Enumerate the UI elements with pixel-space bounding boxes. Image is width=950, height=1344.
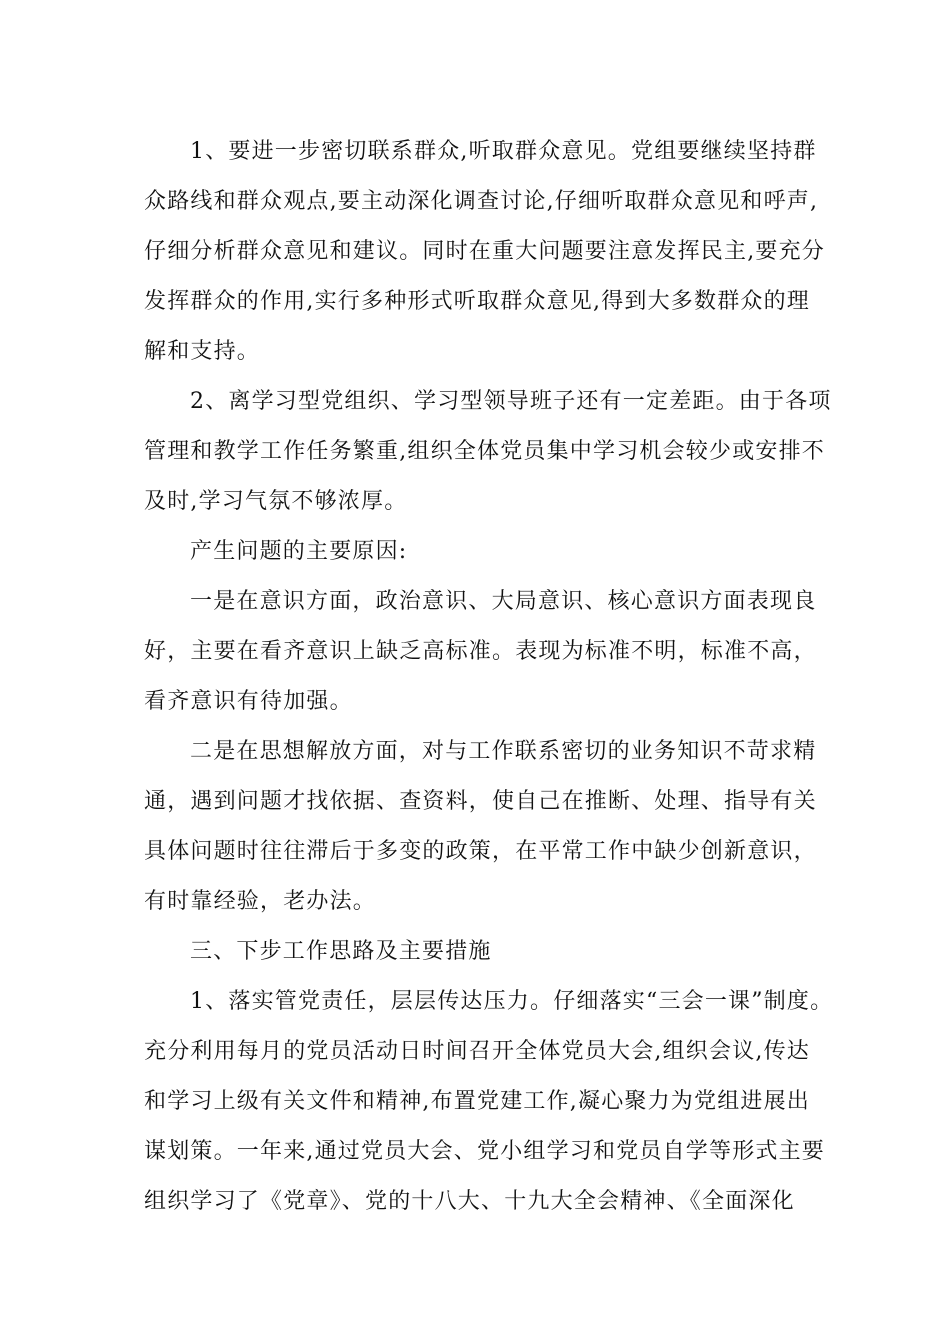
section-heading: 三、下步工作思路及主要措施	[190, 939, 492, 964]
text-line: 充分利用每月的党员活动日时间召开全体党员大会,组织会议,传达	[144, 1039, 810, 1064]
text-line: 仔细分析群众意见和建议。同时在重大问题要注意发挥民主,要充分	[144, 239, 825, 264]
text-line: 及时,学习气氛不够浓厚。	[144, 489, 408, 514]
text-line: 二是在思想解放方面，对与工作联系密切的业务知识不苛求精	[190, 739, 817, 764]
text-line: 和学习上级有关文件和精神,布置党建工作,凝心聚力为党组进展出	[144, 1089, 810, 1114]
text-line: 通，遇到问题才找依据、查资料，使自己在推断、处理、指导有关	[144, 789, 817, 814]
text-line: 众路线和群众观点,要主动深化调查讨论,仔细听取群众意见和呼声,	[144, 189, 819, 214]
text-line: 组织学习了《党章》、党的十八大、十九大全会精神、《全面深化	[144, 1189, 795, 1214]
text-line: 谋划策。一年来,通过党员大会、党小组学习和党员自学等形式主要	[144, 1139, 825, 1164]
text-line: 1、要进一步密切联系群众,听取群众意见。党组要继续坚持群	[190, 139, 817, 164]
text-line: 具体问题时往往滞后于多变的政策，在平常工作中缺少创新意识，	[144, 839, 817, 864]
text-line: 一是在意识方面，政治意识、大局意识、核心意识方面表现良	[190, 589, 817, 614]
text-line: 解和支持。	[144, 339, 261, 364]
text-line: 1、落实管党责任，层层传达压力。仔细落实“三会一课”制度。	[190, 989, 834, 1014]
text-line: 好，主要在看齐意识上缺乏高标准。表现为标准不明，标准不高，	[144, 639, 817, 664]
text-line: 2、离学习型党组织、学习型领导班子还有一定差距。由于各项	[190, 389, 832, 414]
text-line: 管理和教学工作任务繁重,组织全体党员集中学习机会较少或安排不	[144, 439, 825, 464]
text-line: 有时靠经验，老办法。	[144, 889, 377, 914]
text-line: 发挥群众的作用,实行多种形式听取群众意见,得到大多数群众的理	[144, 289, 810, 314]
text-line: 看齐意识有待加强。	[144, 689, 353, 714]
section-heading: 产生问题的主要原因:	[190, 539, 408, 564]
